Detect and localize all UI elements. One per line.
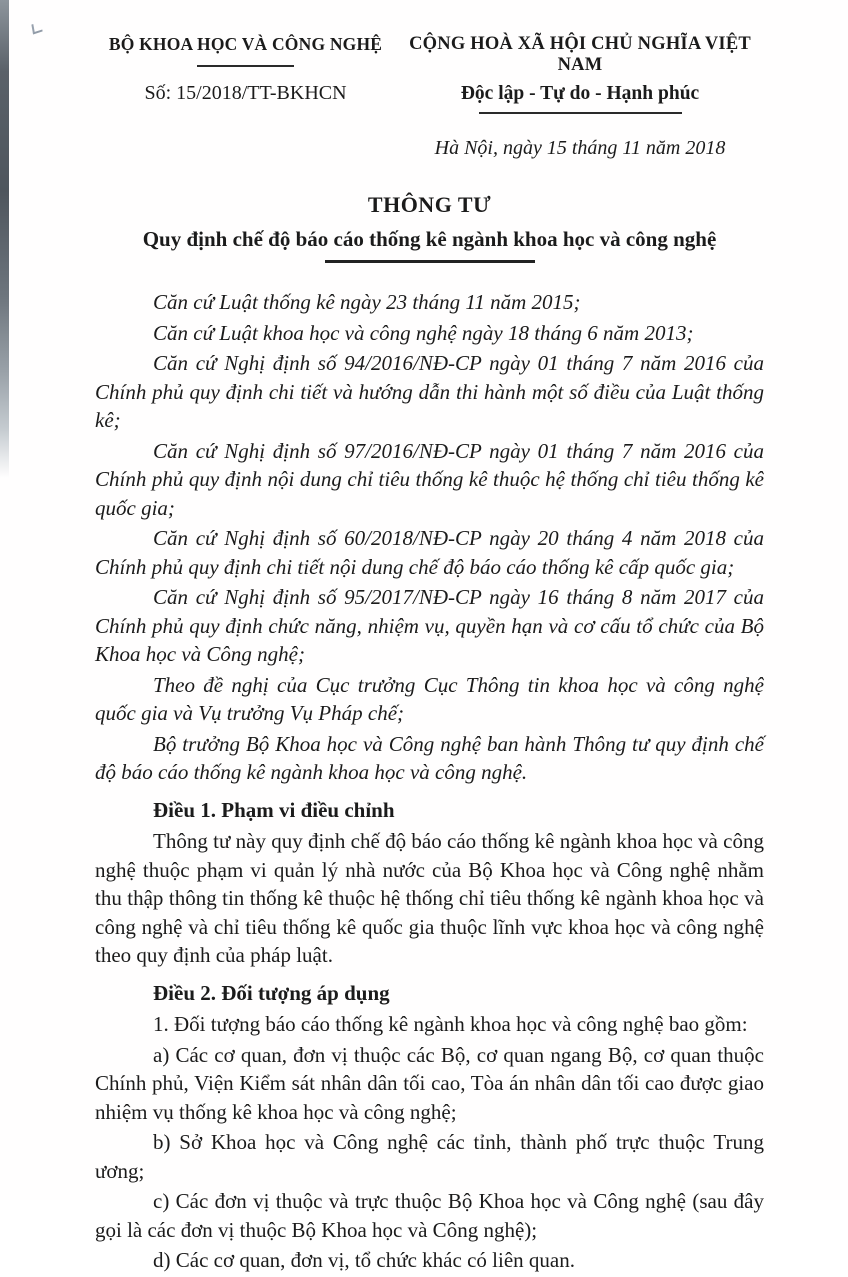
motto-underline bbox=[479, 112, 682, 114]
national-block bbox=[396, 34, 764, 160]
preamble-paragraph: Bộ trưởng Bộ Khoa học và Công nghệ ban hành Thông tư quy định chế độ báo cáo thống kê ngành khoa học và công nghệ. bbox=[95, 731, 764, 784]
place-date: Hà Nội, ngày 15 tháng 11 năm 2018 bbox=[434, 137, 726, 159]
doc-subject-title: Quy định chế độ báo cáo thống kê ngành khoa học và công nghệ bbox=[142, 227, 717, 251]
article-2-item: b) Sở Khoa học và Công nghệ các tỉnh, thành phố trực thuộc Trung ương; bbox=[95, 1130, 764, 1183]
document-body bbox=[95, 288, 764, 1275]
article-1-body: Thông tư này quy định chế độ báo cáo thống kê ngành khoa học và công nghệ thuộc phạm vi quản lý nhà nước của Bộ Khoa học và Công nghệ nhằm thu thập thông tin thống kê thuộc hệ thống chỉ tiêu thống kê ngành khoa học và công nghệ và chỉ tiêu thống kê quốc gia thuộc lĩnh vực khoa học và công nghệ theo quy định của pháp luật. bbox=[95, 829, 764, 967]
article-2-item: c) Các đơn vị thuộc và trực thuộc Bộ Khoa học và Công nghệ (sau đây gọi là các đơn vị thuộc Bộ Khoa học và Công nghệ); bbox=[95, 1189, 764, 1242]
letterhead bbox=[95, 34, 764, 160]
issuing-org-block bbox=[95, 34, 396, 105]
scan-smudge-mark bbox=[31, 21, 42, 34]
article-2-item: 1. Đối tượng báo cáo thống kê ngành khoa học và công nghệ bao gồm: bbox=[153, 1012, 748, 1036]
issuing-org-name: BỘ KHOA HỌC VÀ CÔNG NGHỆ bbox=[108, 34, 383, 54]
issuing-org-underline bbox=[197, 65, 294, 67]
preamble-paragraph: Căn cứ Nghị định số 97/2016/NĐ-CP ngày 01 tháng 7 năm 2016 của Chính phủ quy định nội dung chỉ tiêu thống kê thuộc hệ thống chỉ tiêu thống kê quốc gia; bbox=[95, 438, 764, 520]
preamble-paragraph: Căn cứ Nghị định số 94/2016/NĐ-CP ngày 01 tháng 7 năm 2016 của Chính phủ quy định chi tiết và hướng dẫn thi hành một số điều của Luật thống kê; bbox=[95, 351, 764, 432]
preamble-paragraph: Theo đề nghị của Cục trưởng Cục Thông tin khoa học và công nghệ quốc gia và Vụ trưởng Vụ Pháp chế; bbox=[95, 672, 764, 725]
preamble-paragraph: Căn cứ Nghị định số 95/2017/NĐ-CP ngày 16 tháng 8 năm 2017 của Chính phủ quy định chức năng, nhiệm vụ, quyền hạn và cơ cấu tổ chức của Bộ Khoa học và Công nghệ; bbox=[95, 585, 764, 666]
preamble-paragraph: Căn cứ Luật khoa học và công nghệ ngày 18 tháng 6 năm 2013; bbox=[153, 320, 694, 345]
preamble-paragraph: Căn cứ Luật thống kê ngày 23 tháng 11 năm 2015; bbox=[153, 290, 581, 314]
doc-type-title: THÔNG TƯ bbox=[367, 192, 492, 217]
title-underline bbox=[325, 260, 535, 263]
article-1-heading: Điều 1. Phạm vi điều chỉnh bbox=[153, 797, 395, 822]
article-2-item: d) Các cơ quan, đơn vị, tổ chức khác có liên quan. bbox=[153, 1248, 575, 1272]
scan-edge-artifact bbox=[0, 0, 9, 478]
doc-number: Số: 15/2018/TT-BKHCN bbox=[144, 81, 347, 104]
article-2-heading: Điều 2. Đối tượng áp dụng bbox=[153, 980, 390, 1005]
country-name: CỘNG HOÀ XÃ HỘI CHỦ NGHĨA VIỆT NAM bbox=[409, 34, 751, 75]
title-block bbox=[95, 192, 764, 263]
article-2-item: a) Các cơ quan, đơn vị thuộc các Bộ, cơ quan ngang Bộ, cơ quan thuộc Chính phủ, Viện Kiểm sát nhân dân tối cao, Tòa án nhân dân tối cao được giao nhiệm vụ thống kê khoa học và công nghệ; bbox=[95, 1042, 764, 1124]
document-content bbox=[95, 34, 764, 1277]
preamble-paragraph: Căn cứ Nghị định số 60/2018/NĐ-CP ngày 20 tháng 4 năm 2018 của Chính phủ quy định chi tiết nội dung chế độ báo cáo thống kê cấp quốc gia; bbox=[95, 526, 764, 579]
national-motto: Độc lập - Tự do - Hạnh phúc bbox=[460, 83, 700, 104]
